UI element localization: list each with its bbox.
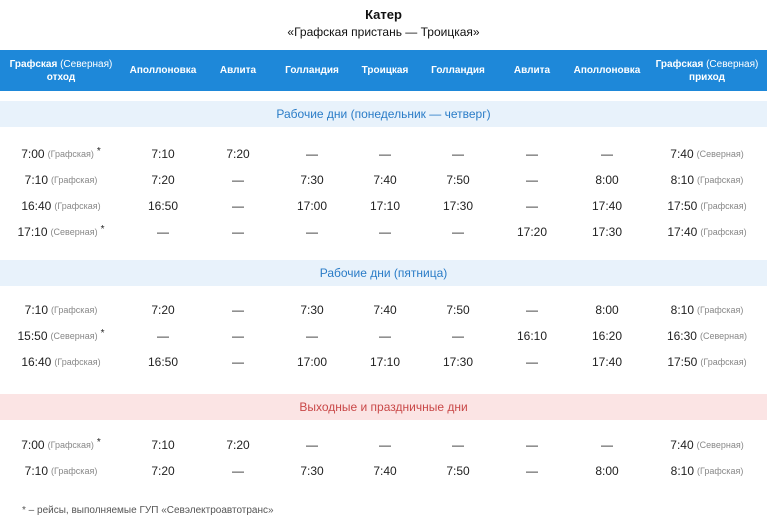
departure-time: 7:30 [300, 173, 324, 187]
departure-time: — [306, 329, 318, 343]
departure-time: — [526, 303, 538, 317]
time-cell [497, 458, 567, 484]
time-cell [567, 193, 647, 219]
time-cell [350, 141, 420, 167]
schedule-title: Катер [365, 7, 402, 22]
departure-time: — [526, 438, 538, 452]
departure-time: — [232, 173, 244, 187]
time-cell [123, 458, 203, 484]
footnote-marker: * [96, 145, 101, 157]
section-header: Рабочие дни (понедельник — четверг) [0, 101, 767, 127]
time-cell [420, 219, 496, 245]
departure-time: — [157, 225, 169, 239]
table-row [0, 167, 767, 193]
time-cell [497, 297, 567, 323]
departure-time: 17:10 [369, 355, 401, 369]
table-row [0, 193, 767, 219]
departure-time: — [232, 199, 244, 213]
column-header-direction: отход [46, 71, 76, 83]
departure-time: 7:40 [670, 438, 694, 452]
departure-time: — [232, 464, 244, 478]
time-cell [350, 219, 420, 245]
time-cell [203, 458, 273, 484]
pier-name: (Графская) [51, 466, 98, 476]
departure-time: 7:50 [446, 303, 470, 317]
time-cell [274, 219, 350, 245]
time-cell [123, 141, 203, 167]
departure-time: — [379, 438, 391, 452]
time-cell [350, 167, 420, 193]
column-header-stop: Голландия [431, 65, 485, 76]
time-cell [649, 297, 765, 323]
departure-time: — [232, 303, 244, 317]
departure-time: 7:10 [151, 147, 175, 161]
time-cell [497, 349, 567, 375]
departure-time: — [232, 329, 244, 343]
departure-time: — [526, 199, 538, 213]
departure-time: 8:10 [670, 173, 695, 187]
departure-time: 17:10 [369, 199, 401, 213]
time-cell [123, 297, 203, 323]
pier-name: (Графская) [54, 357, 101, 367]
departure-time: — [452, 225, 464, 239]
departure-time: — [452, 329, 464, 343]
departure-time: 7:00 [21, 147, 45, 161]
departure-time: — [526, 464, 538, 478]
departure-time: 7:50 [446, 464, 470, 478]
time-cell [274, 193, 350, 219]
time-cell [2, 141, 120, 167]
time-cell [649, 432, 765, 458]
departure-time: 7:10 [151, 438, 175, 452]
time-cell [203, 219, 273, 245]
column-header [567, 50, 647, 91]
departure-time: 7:00 [21, 438, 45, 452]
time-cell [2, 297, 120, 323]
time-cell [123, 193, 203, 219]
time-cell [2, 193, 120, 219]
column-header-stop: Графская [655, 58, 704, 70]
time-cell [649, 167, 765, 193]
departure-time: 16:40 [21, 355, 52, 369]
table-row [0, 323, 767, 349]
departure-time: 16:50 [147, 199, 179, 213]
time-cell [567, 297, 647, 323]
time-cell [567, 458, 647, 484]
time-cell [203, 141, 273, 167]
time-cell [274, 458, 350, 484]
departure-time: 17:30 [442, 355, 474, 369]
column-header-stop: Троицкая [361, 65, 409, 76]
column-header-stop: Аполлоновка [573, 65, 641, 76]
departure-time: 7:40 [373, 303, 397, 317]
departure-time: — [526, 355, 538, 369]
section-header: Выходные и праздничные дни [0, 394, 767, 420]
section-header: Рабочие дни (пятница) [0, 260, 767, 286]
departure-time: 15:50 [17, 329, 48, 343]
departure-time: 7:20 [151, 464, 175, 478]
pier-name: (Северная) [50, 227, 98, 237]
time-cell [420, 193, 496, 219]
time-cell [420, 297, 496, 323]
time-cell [2, 219, 120, 245]
column-header-stop: Голландия [285, 65, 339, 76]
departure-time: 7:30 [300, 464, 324, 478]
column-header [649, 50, 765, 91]
footnote-marker: * [96, 436, 101, 448]
departure-time: 7:40 [670, 147, 694, 161]
time-cell [350, 349, 420, 375]
departure-time: 7:10 [24, 303, 49, 317]
departure-time: 7:20 [151, 303, 175, 317]
departure-time: — [306, 147, 318, 161]
departure-time: 16:20 [591, 329, 623, 343]
pier-name: (Графская) [700, 227, 747, 237]
time-cell [420, 323, 496, 349]
time-cell [2, 167, 120, 193]
time-cell [497, 219, 567, 245]
time-cell [203, 323, 273, 349]
time-cell [123, 349, 203, 375]
time-cell [350, 297, 420, 323]
table-row [0, 432, 767, 458]
time-cell [497, 323, 567, 349]
time-cell [649, 349, 765, 375]
departure-time: 17:30 [591, 225, 623, 239]
time-cell [2, 458, 120, 484]
time-cell [2, 349, 120, 375]
pier-name: (Северная) [696, 440, 744, 450]
departure-time: 17:00 [296, 355, 328, 369]
column-header [274, 50, 350, 91]
departure-time: 17:50 [667, 199, 698, 213]
footnote-marker: * [100, 327, 105, 339]
time-cell [274, 297, 350, 323]
time-cell [649, 219, 765, 245]
departure-time: — [232, 355, 244, 369]
column-header-stop: Аполлоновка [129, 65, 197, 76]
departure-time: 7:40 [373, 464, 397, 478]
time-cell [123, 167, 203, 193]
departure-time: 7:20 [226, 147, 250, 161]
footnote: * – рейсы, выполняемые ГУП «Севэлектроавтотранс» [22, 505, 274, 516]
column-header-stop: Графская [9, 58, 58, 70]
time-cell [497, 167, 567, 193]
time-cell [649, 458, 765, 484]
departure-time: 8:00 [595, 464, 619, 478]
time-cell [350, 193, 420, 219]
pier-name: (Графская) [51, 175, 98, 185]
departure-time: 7:10 [24, 464, 49, 478]
departure-time: 8:10 [670, 464, 695, 478]
departure-time: 17:00 [296, 199, 328, 213]
time-cell [274, 432, 350, 458]
time-cell [203, 167, 273, 193]
time-cell [350, 432, 420, 458]
departure-time: 7:20 [151, 173, 175, 187]
departure-time: 17:20 [516, 225, 548, 239]
departure-time: — [601, 147, 613, 161]
time-cell [420, 432, 496, 458]
departure-time: 7:10 [24, 173, 49, 187]
column-header-stop: Авлита [513, 65, 551, 76]
pier-name: (Графская) [697, 466, 744, 476]
departure-time: — [526, 173, 538, 187]
departure-time: — [379, 225, 391, 239]
departure-time: 7:50 [446, 173, 470, 187]
table-header [0, 50, 767, 91]
time-cell [649, 141, 765, 167]
time-cell [567, 323, 647, 349]
departure-time: 17:40 [591, 199, 623, 213]
time-cell [2, 323, 120, 349]
time-cell [350, 323, 420, 349]
time-cell [649, 323, 765, 349]
column-header [2, 50, 120, 91]
time-cell [567, 141, 647, 167]
pier-name: (Северная) [699, 331, 748, 341]
pier-name: (Графская) [700, 357, 747, 367]
departure-time: 16:50 [147, 355, 179, 369]
column-header [203, 50, 273, 91]
column-header [123, 50, 203, 91]
departure-time: 8:10 [670, 303, 695, 317]
time-cell [2, 432, 120, 458]
departure-time: 16:30 [666, 329, 697, 343]
column-header-alt-stop: (Северная) [57, 58, 113, 70]
time-cell [497, 141, 567, 167]
time-cell [420, 167, 496, 193]
column-header-alt-stop: (Северная) [703, 58, 759, 70]
departure-time: — [379, 147, 391, 161]
time-cell [203, 349, 273, 375]
time-cell [420, 349, 496, 375]
time-cell [497, 432, 567, 458]
time-cell [497, 193, 567, 219]
pier-name: (Графская) [697, 175, 744, 185]
table-row [0, 458, 767, 484]
pier-name: (Графская) [54, 201, 101, 211]
departure-time: — [306, 225, 318, 239]
pier-name: (Графская) [700, 201, 747, 211]
column-header [497, 50, 567, 91]
pier-name: (Северная) [50, 331, 98, 341]
departure-time: — [157, 329, 169, 343]
time-cell [649, 193, 765, 219]
time-cell [350, 458, 420, 484]
departure-time: — [452, 438, 464, 452]
column-header-stop: Авлита [219, 65, 257, 76]
departure-time: 17:40 [591, 355, 623, 369]
time-cell [203, 297, 273, 323]
departure-time: — [601, 438, 613, 452]
departure-time: 7:30 [300, 303, 324, 317]
time-cell [274, 141, 350, 167]
pier-name: (Графская) [47, 149, 94, 159]
pier-name: (Графская) [697, 305, 744, 315]
departure-time: — [232, 225, 244, 239]
time-cell [274, 323, 350, 349]
pier-name: (Графская) [47, 440, 94, 450]
column-header [420, 50, 496, 91]
table-row [0, 349, 767, 375]
route-subtitle: «Графская пристань — Троицкая» [287, 25, 480, 39]
departure-time: — [526, 147, 538, 161]
table-row [0, 219, 767, 245]
time-cell [203, 193, 273, 219]
departure-time: 8:00 [595, 303, 619, 317]
departure-time: 17:40 [667, 225, 698, 239]
departure-time: 7:40 [373, 173, 397, 187]
time-cell [274, 167, 350, 193]
departure-time: 16:40 [21, 199, 52, 213]
time-cell [420, 458, 496, 484]
pier-name: (Графская) [51, 305, 98, 315]
table-row [0, 141, 767, 167]
pier-name: (Северная) [696, 149, 744, 159]
time-cell [567, 167, 647, 193]
time-cell [123, 219, 203, 245]
departure-time: — [379, 329, 391, 343]
departure-time: 8:00 [595, 173, 619, 187]
time-cell [567, 219, 647, 245]
departure-time: 17:10 [17, 225, 48, 239]
time-cell [420, 141, 496, 167]
departure-time: 17:50 [667, 355, 698, 369]
footnote-marker: * [100, 223, 105, 235]
time-cell [123, 432, 203, 458]
time-cell [123, 323, 203, 349]
departure-time: — [306, 438, 318, 452]
departure-time: 7:20 [226, 438, 250, 452]
departure-time: — [452, 147, 464, 161]
departure-time: 17:30 [442, 199, 474, 213]
time-cell [203, 432, 273, 458]
table-row [0, 297, 767, 323]
time-cell [567, 349, 647, 375]
departure-time: 16:10 [516, 329, 548, 343]
column-header-direction: приход [689, 71, 725, 83]
column-header [350, 50, 420, 91]
time-cell [567, 432, 647, 458]
time-cell [274, 349, 350, 375]
